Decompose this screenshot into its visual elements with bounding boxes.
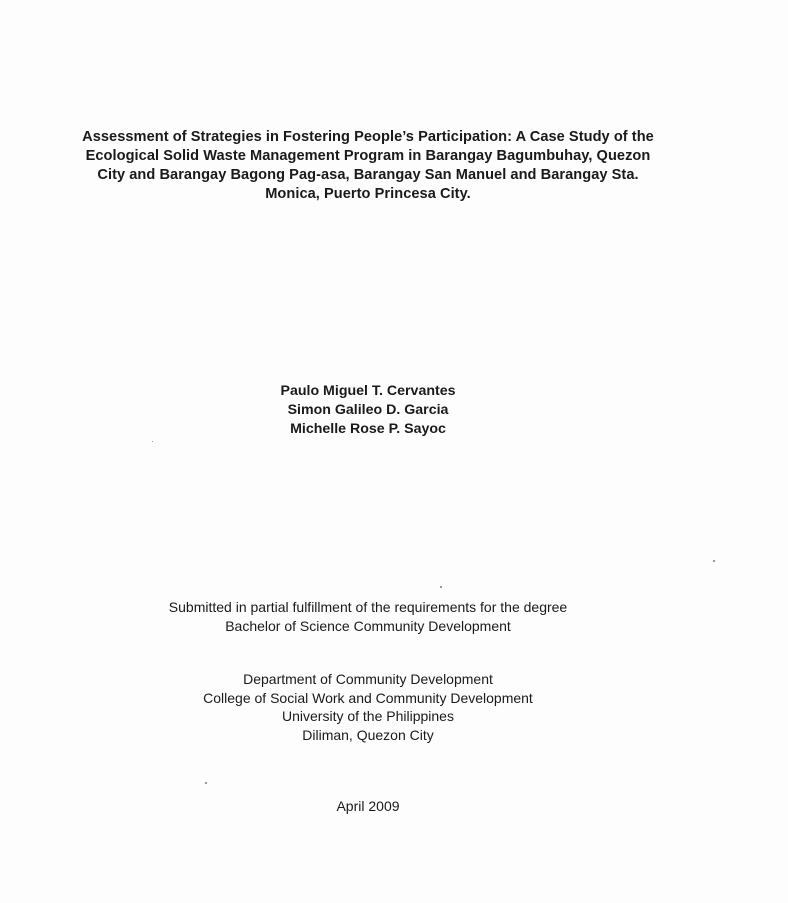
submission-date: April 2009 — [336, 798, 400, 814]
department-line: Department of Community Development — [243, 671, 493, 687]
scan-speck — [152, 441, 153, 442]
author-name: Michelle Rose P. Sayoc — [290, 421, 446, 437]
author-name: Simon Galileo D. Garcia — [287, 402, 449, 418]
campus-line: Diliman, Quezon City — [302, 726, 434, 743]
scan-speck — [440, 586, 442, 588]
title-line: Monica, Puerto Princesa City. — [265, 186, 471, 202]
title-line: City and Barangay Bagong Pag-asa, Barangay San Manuel and Barangay Sta. — [97, 167, 639, 183]
institution-block — [0, 670, 736, 744]
university-line: University of the Philippines — [282, 708, 454, 724]
author-name: Paulo Miguel T. Cervantes — [280, 383, 456, 399]
title-line: Assessment of Strategies in Fostering People’s Participation: A Case Study of the — [82, 129, 654, 145]
thesis-title — [0, 128, 736, 204]
submission-line: Submitted in partial fulfillment of the requirements for the degree — [168, 599, 568, 615]
title-line: Ecological Solid Waste Management Program in Barangay Bagumbuhay, Quezon — [85, 148, 651, 164]
scan-speck — [205, 782, 207, 784]
scan-speck — [713, 560, 715, 562]
submission-statement — [0, 598, 736, 636]
degree-line: Bachelor of Science Community Development — [225, 618, 511, 634]
author-list — [0, 382, 736, 439]
college-line: College of Social Work and Community Development — [203, 689, 533, 706]
